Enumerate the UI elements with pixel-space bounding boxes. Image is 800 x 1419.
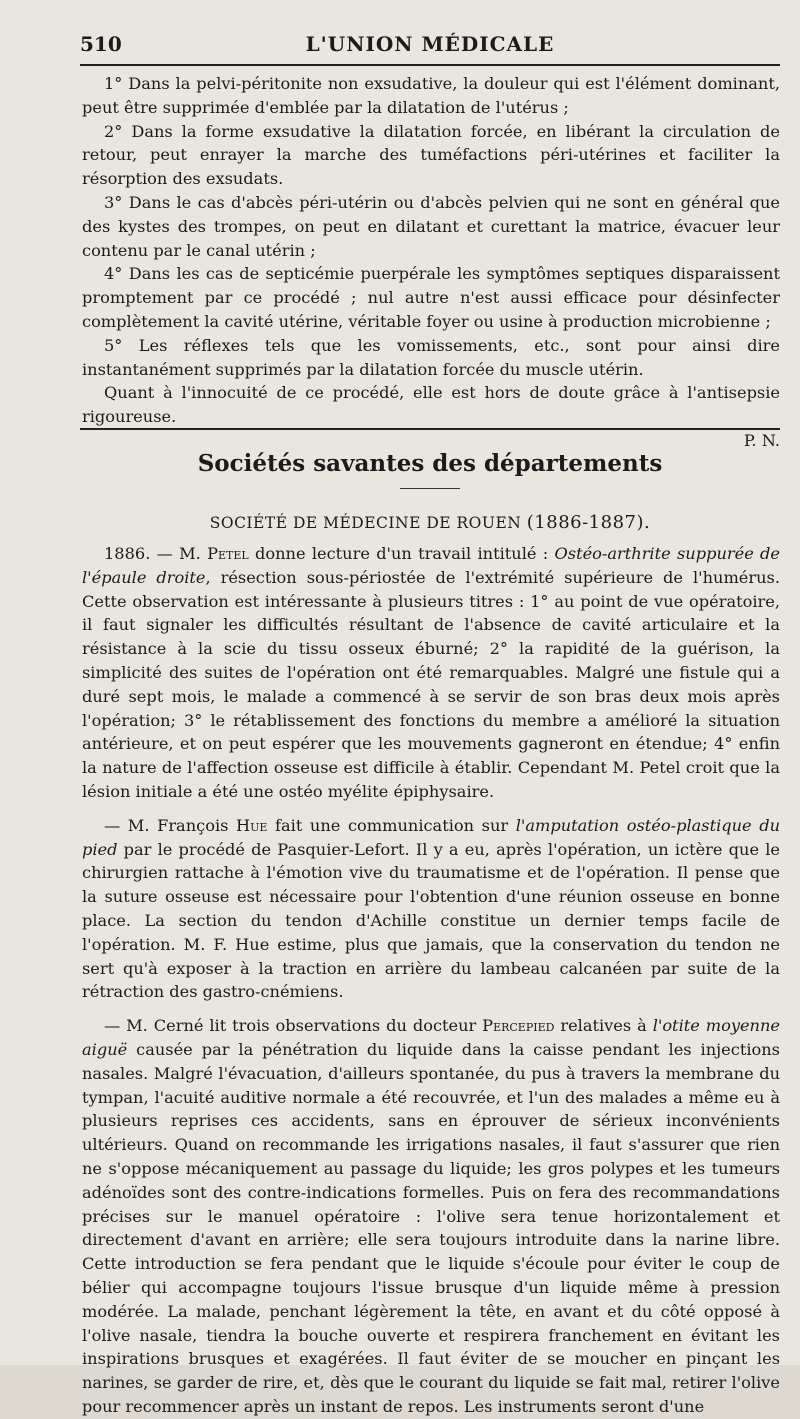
work-title: l'amputation ostéo-plastique du pied: [82, 815, 781, 859]
proceeding-text: fait une communication sur: [267, 815, 516, 835]
conclusion-item-3: 3° Dans le cas d'abcès péri-utérin ou d'abcès pelvien qui ne sont en général que des kystes des trompes, on peut en dilatant et curettant la matrice, évacuer leur contenu par le canal utérin ;: [82, 192, 780, 260]
page-header: [80, 28, 780, 64]
author-name: Percepied: [482, 1016, 555, 1036]
author-name: Petel: [207, 544, 249, 563]
proceeding-lead: 1886. — M.: [104, 544, 208, 563]
conclusion-item-1: 1° Dans la pelvi-péritonite non exsudative, la douleur qui est l'élément dominant, peut être supprimée d'emblée par la dilatation de l'utérus ;: [82, 74, 780, 117]
author-name: Hue: [236, 815, 268, 835]
proceeding-text: donne lecture d'un travail intitulé :: [248, 544, 555, 563]
work-title: l'otite moyenne aiguë: [82, 1016, 780, 1059]
society-name: SOCIÉTÉ DE MÉDECINE DE ROUEN: [209, 514, 522, 532]
work-title: Ostéo-arthrite suppurée de l'épaule droite: [82, 544, 780, 587]
conclusion-item-5: 5° Les réflexes tels que les vomissements, etc., sont pour ainsi dire instantanément supprimés par la dilatation forcée du muscle utérin.: [82, 335, 780, 379]
society-heading: [80, 512, 780, 533]
proceeding-cerne: [82, 1014, 780, 1419]
section-title: Sociétés savantes des départements: [197, 450, 663, 477]
proceeding-text: , résection sous-périostée de l'extrémité supérieure de l'humérus. Cette observation est intéressante à plusieurs titres : 1° au point de vue opératoire, il faut signaler les difficultés résultant de l'absence de cavité articulaire et la résistance à la scie du tissu osseux éburné; 2° la rapidité de la guérison, la simplicité des suites de l'opération ont été remarquables. Malgré une fistule qui a duré sept mois, le malade a commencé à se servir de son bras deux mois après l'opération; 3° le rétablissement des fonctions du membre a amélioré la situation antérieure, et on peut espérer que les mouvements gagneront en étendue; 4° enfin la nature de l'affection osseuse est difficile à établir. Cependant M. Petel croit que la lésion initiale a été une ostéo myélite épiphysaire.: [82, 567, 780, 801]
running-head: L'UNION MÉDICALE: [305, 32, 555, 56]
conclusion-innocuity: Quant à l'innocuité de ce procédé, elle est hors de doute grâce à l'antisepsie rigoureuse.: [82, 383, 780, 427]
page-number: 510: [80, 32, 122, 56]
proceeding-lead: — M. Cerné lit trois observations du docteur: [104, 1016, 483, 1036]
article-conclusions: [82, 72, 780, 453]
header-rule: [80, 64, 780, 66]
proceeding-text: par le procédé de Pasquier-Lefort. Il y a eu, après l'opération, un ictère que le chirurgien rattache à l'émotion vive du traumatisme et de l'opération. Il pense que la suture osseuse est nécessaire pour l'obtention d'une réunion osseuse en bonne place. La section du tendon d'Achille constitue un dernier temps facile de l'opération. M. F. Hue estime, plus que jamais, que la conservation du tendon ne sert qu'à exposer à la traction en arrière du lambeau calcanéen par suite de la rétraction des gastro-cnémiens.: [82, 839, 780, 1002]
proceeding-text: causée par la pénétration du liquide dans la caisse pendant les injections nasales. Malgré l'évacuation, d'ailleurs spontanée, du pus à travers la membrane du tympan, l'acuité auditive normale a été recouvrée, et l'un des malades a même eu à plusieurs reprises ces accidents, sans en éprouver de sérieux inconvénients ultérieurs. Quand on recommande les irrigations nasales, il faut s'assurer que rien ne s'oppose mécaniquement au passage du liquide; les gros polypes et les tumeurs adénoïdes sont des contre-indications formelles. Puis on fera des recommandations précises sur le manuel opératoire : l'olive sera tenue horizontalement et directement d'avant en arrière; elle sera toujours introduite dans la narine libre. Cette introduction se fera pendant que le liquide s'écoule pour éviter le coup de bélier qui accompagne toujours l'issue brusque d'un liquide même à pression modérée. La malade, penchant légèrement la tête, en avant et du côté opposé à l'olive nasale, tiendra la bouche ouverte et respirera franchement en évitant les inspirations brusques et exagérées. Il faut éviter de se moucher en pinçant les narines, se garder de rire, et, dès que le courant du liquide se fait mal, retirer l'olive pour recommencer après un instant de repos. Les instruments seront d'une: [82, 1039, 780, 1416]
title-underline: [400, 488, 460, 489]
conclusion-item-2: 2° Dans la forme exsudative la dilatation forcée, en libérant la circulation de retour, peut enrayer la marche des tuméfactions péri-utérines et faciliter la résorption des exsudats.: [82, 121, 780, 189]
section-divider: [80, 428, 780, 430]
proceeding-lead: — M. François: [104, 815, 237, 835]
proceeding-text: relatives à: [554, 1016, 653, 1036]
author-signature: P. N.: [743, 430, 780, 450]
proceeding-petel: [82, 542, 780, 804]
society-proceedings: [82, 542, 780, 1419]
conclusion-item-4: 4° Dans les cas de septicémie puerpérale les symptômes septiques disparaissent promptement par ce procédé ; nul autre n'est aussi efficace pour désinfecter complètement la cavité utérine, véritable foyer ou usine à production microbienne ;: [82, 264, 780, 331]
proceeding-hue: [82, 814, 780, 1004]
society-years: (1886-1887).: [526, 512, 651, 533]
